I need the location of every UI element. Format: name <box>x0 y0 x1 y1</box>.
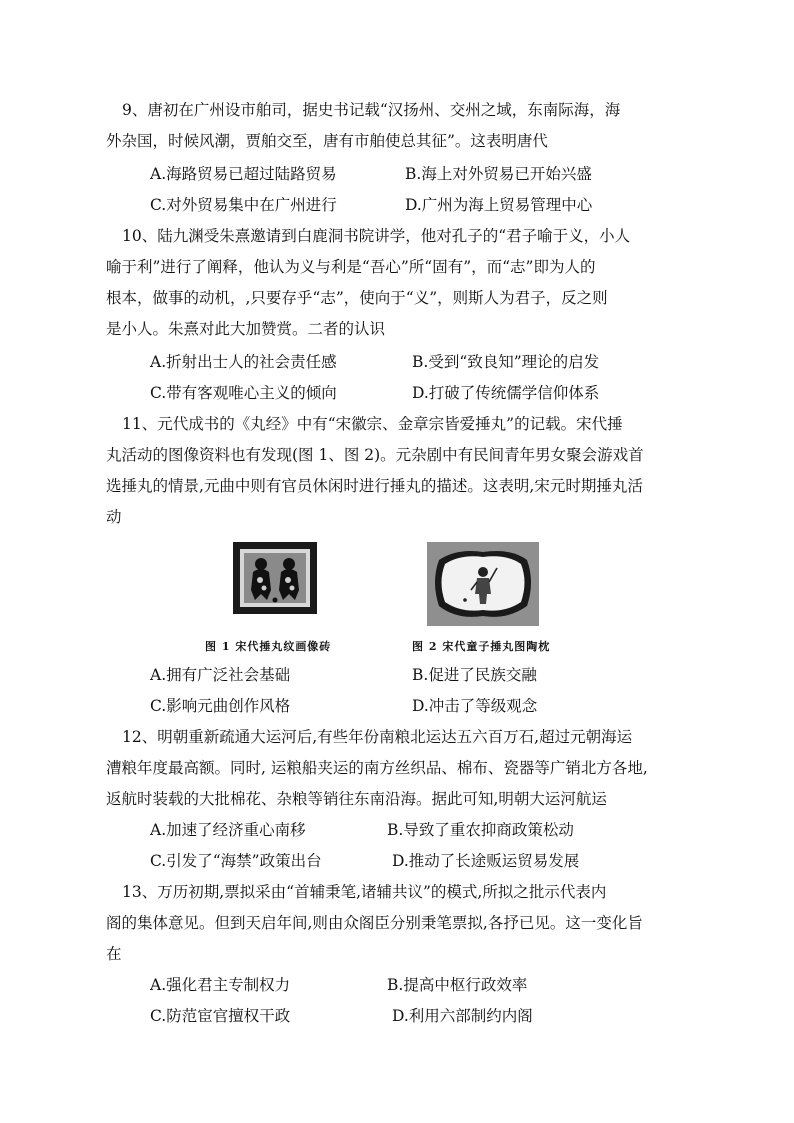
q13-option-b: B.提高中枢行政效率 <box>387 976 528 994</box>
q13-line-3: 在 <box>106 945 122 963</box>
q13-line-2: 阁的集体意见。但到天启年间,则由众阁臣分别秉笔票拟,各抒已见。这一变化旨 <box>106 914 643 932</box>
q11-line-2: 丸活动的图像资料也有发现(图 1、图 2)。元杂剧中有民间青年男女聚会游戏首 <box>106 446 644 464</box>
q10-line-4: 是小人。朱熹对此大加赞赏。二者的认识 <box>106 320 386 338</box>
q10-line-1: 10、陆九渊受朱熹邀请到白鹿洞书院讲学，他对孔子的“君子喻于义，小人 <box>122 227 631 245</box>
figure-1-caption: 图 1 宋代捶丸纹画像砖 <box>205 640 332 653</box>
q12-line-2: 漕粮年度最高额。同时, 运粮船夹运的南方丝织品、棉布、瓷器等广销北方各地, <box>106 759 648 777</box>
q11-line-1: 11、元代成书的《丸经》中有“宋徽宗、金章宗皆爱捶丸”的记载。宋代捶 <box>122 415 623 433</box>
q9-option-a: A.海路贸易已超过陆路贸易 <box>150 165 337 183</box>
figure-2-pillow-image <box>427 542 539 626</box>
q11-line-4: 动 <box>106 508 122 526</box>
q12-option-c: C.引发了“海禁”政策出台 <box>150 852 322 870</box>
q10-line-3: 根本，做事的动机，,只要存乎“志”，使向于“义”，则斯人为君子，反之则 <box>106 289 608 307</box>
q9-line-1: 9、唐初在广州设市舶司，据史书记载“汉扬州、交州之域，东南际海，海 <box>122 101 621 119</box>
q10-option-a: A.折射出士人的社会责任感 <box>150 353 337 371</box>
q12-line-1: 12、明朝重新疏通大运河后,有些年份南粮北运达五六百万石,超过元朝海运 <box>122 728 633 746</box>
q13-line-1: 13、万历初期,票拟采由“首辅秉笔,诸辅共议”的模式,所拟之批示代表内 <box>122 883 607 901</box>
q12-line-3: 返航时装载的大批棉花、杂粮等销往东南沿海。据此可知,明朝大运河航运 <box>106 790 607 808</box>
q10-option-b: B.受到“致良知”理论的启发 <box>412 353 600 371</box>
q12-option-a: A.加速了经济重心南移 <box>150 821 306 839</box>
q9-option-c: C.对外贸易集中在广州进行 <box>150 196 337 214</box>
q11-option-c: C.影响元曲创作风格 <box>150 697 291 715</box>
q10-option-d: D.打破了传统儒学信仰体系 <box>412 384 600 402</box>
figure-2-caption: 图 2 宋代童子捶丸图陶枕 <box>412 640 551 653</box>
q9-option-d: D.广州为海上贸易管理中心 <box>405 196 593 214</box>
q13-option-a: A.强化君主专制权力 <box>150 976 291 994</box>
q11-option-a: A.拥有广泛社会基础 <box>150 666 291 684</box>
q12-option-b: B.导致了重农抑商政策松动 <box>387 821 574 839</box>
q9-option-b: B.海上对外贸易已开始兴盛 <box>405 165 592 183</box>
q13-option-d: D.利用六部制约内阁 <box>392 1007 533 1025</box>
figure-1-brick-image <box>233 542 317 614</box>
q9-line-2: 外杂国，时候风潮，贾舶交至，唐有市舶使总其征”。这表明唐代 <box>106 132 548 150</box>
q10-option-c: C.带有客观唯心主义的倾向 <box>150 384 337 402</box>
q11-option-d: D.冲击了等级观念 <box>412 697 538 715</box>
q13-option-c: C.防范宦官擅权干政 <box>150 1007 291 1025</box>
q10-line-2: 喻于利”进行了阐释，他认为义与利是“吾心”所“固有”，而“志”即为人的 <box>106 258 596 276</box>
q12-option-d: D.推动了长途贩运贸易发展 <box>392 852 580 870</box>
q11-line-3: 选捶丸的情景,元曲中则有官员休闲时进行捶丸的描述。这表明,宋元时期捶丸活 <box>106 477 643 495</box>
q11-option-b: B.促进了民族交融 <box>412 666 537 684</box>
